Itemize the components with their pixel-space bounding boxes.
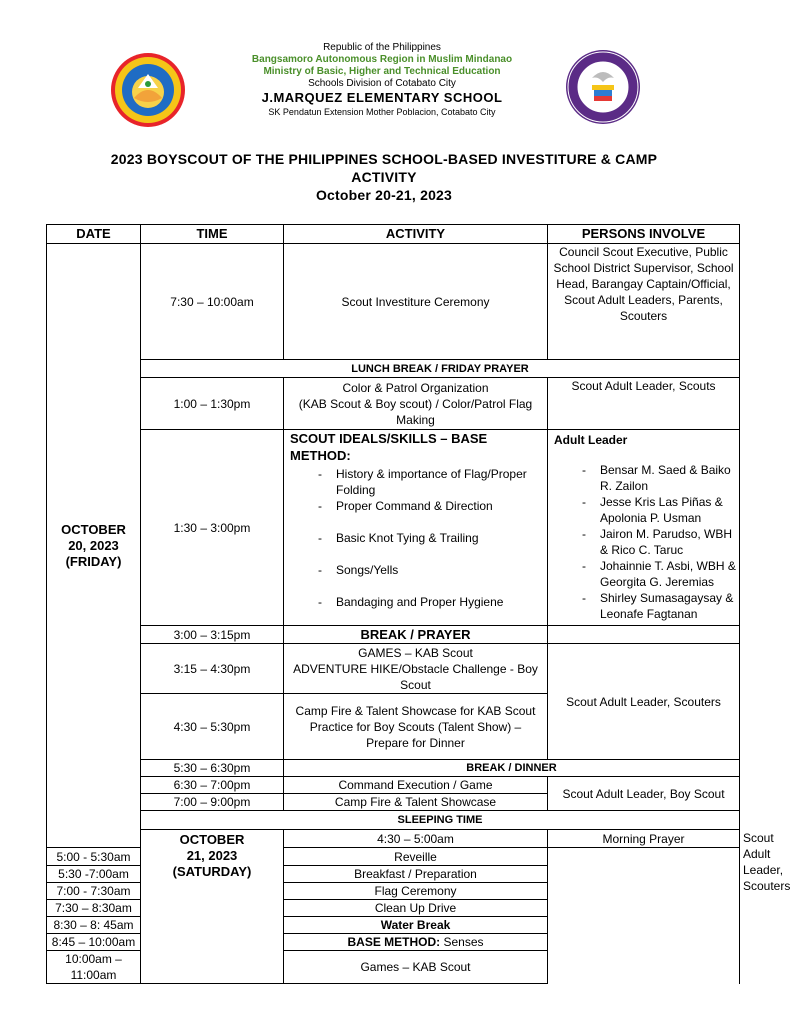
- list-item: - Johainnie T. Asbi, WBH & Georgita G. Jeremias: [582, 558, 736, 590]
- time-cell: 1:00 – 1:30pm: [141, 378, 284, 430]
- activity-cell: Morning Prayer: [548, 830, 740, 848]
- adult-leader-heading: Adult Leader: [554, 433, 628, 447]
- table-row: [47, 811, 740, 830]
- day2-date-day: 21, 2023: [186, 848, 238, 863]
- activity-cell: Breakfast / Preparation: [284, 866, 548, 883]
- division-line: Schools Division of Cotabato City: [308, 78, 456, 89]
- school-seal-logo: [564, 48, 642, 126]
- activity-cell: Command Execution / Game: [284, 777, 548, 794]
- table-row: [47, 644, 740, 694]
- day2-date-month: OCTOBER: [179, 832, 245, 847]
- time-cell: 7:30 – 8:30am: [47, 900, 141, 917]
- title-line-2: ACTIVITY: [351, 169, 417, 185]
- persons-cell: [548, 626, 740, 644]
- lunch-break-cell: LUNCH BREAK / FRIDAY PRAYER: [141, 360, 740, 378]
- list-item: - Jesse Kris Las Piñas & Apolonia P. Usman: [582, 494, 736, 526]
- table-header-row: [47, 225, 740, 244]
- activity-cell: Flag Ceremony: [284, 883, 548, 900]
- title-date: October 20-21, 2023: [315, 187, 453, 203]
- time-cell: 3:00 – 3:15pm: [141, 626, 284, 644]
- activity-cell: BREAK / PRAYER: [284, 626, 548, 644]
- activity-cell: Water Break: [284, 917, 548, 934]
- skills-list: [290, 466, 544, 610]
- republic-line: Republic of the Philippines: [323, 42, 441, 53]
- school-name: J.MARQUEZ ELEMENTARY SCHOOL: [261, 90, 503, 105]
- time-cell: 4:30 – 5:30pm: [141, 694, 284, 760]
- activity-line: (KAB Scout & Boy scout) / Color/Patrol Flag Making: [298, 396, 533, 427]
- activity-cell: Scout Investiture Ceremony: [284, 244, 548, 360]
- activity-cell: Camp Fire & Talent Showcase: [284, 794, 548, 811]
- activity-line: GAMES – KAB Scout: [358, 645, 473, 660]
- activity-cell: [284, 430, 548, 626]
- time-cell: 7:00 - 7:30am: [47, 883, 141, 900]
- school-address: SK Pendatun Extension Mother Poblacion, Cotabato City: [268, 107, 496, 117]
- header-time: TIME: [141, 225, 284, 244]
- header-activity: ACTIVITY: [284, 225, 548, 244]
- time-cell: 5:00 - 5:30am: [47, 848, 141, 866]
- list-item: - History & importance of Flag/Proper Folding: [318, 466, 544, 498]
- activity-label: Senses: [440, 935, 484, 949]
- list-item: - Songs/Yells: [318, 562, 544, 578]
- time-cell: 1:30 – 3:00pm: [141, 430, 284, 626]
- dinner-break-cell: BREAK / DINNER: [284, 760, 740, 777]
- time-cell: 4:30 – 5:00am: [284, 830, 548, 848]
- time-cell: 7:30 – 10:00am: [141, 244, 284, 360]
- persons-cell: Scout Adult Leader, Scouts: [548, 378, 740, 430]
- base-method-heading: SCOUT IDEALS/SKILLS – BASE METHOD:: [290, 431, 488, 463]
- list-item: - Bandaging and Proper Hygiene: [318, 594, 544, 610]
- header-persons: PERSONS INVOLVE: [548, 225, 740, 244]
- letterhead: [0, 40, 768, 122]
- title-line-1: 2023 BOYSCOUT OF THE PHILIPPINES SCHOOL-BASED INVESTITURE & CAMP: [110, 151, 658, 167]
- time-cell: 10:00am – 11:00am: [47, 951, 141, 984]
- activity-line: ADVENTURE HIKE/Obstacle Challenge - Boy Scout: [293, 661, 538, 692]
- table-row: [47, 378, 740, 430]
- table-row: [47, 626, 740, 644]
- time-cell: 8:30 – 8: 45am: [47, 917, 141, 934]
- list-item: - Proper Command & Direction: [318, 498, 544, 514]
- day1-date-day: 20, 2023: [68, 537, 119, 553]
- adult-leader-list: [554, 462, 736, 622]
- list-item: - Bensar M. Saed & Baiko R. Zailon: [582, 462, 736, 494]
- persons-cell: Council Scout Executive, Public School District Supervisor, School Head, Barangay Captain/Official, Scout Adult Leaders, Parents, Scouters: [548, 244, 740, 360]
- time-cell: 3:15 – 4:30pm: [141, 644, 284, 694]
- list-item: - Basic Knot Tying & Trailing: [318, 530, 544, 546]
- header-date: DATE: [47, 225, 141, 244]
- table-row: OCTOBER 21, 2023 (SATURDAY) 4:30 – 5:00am Morning Prayer Scout Adult Leader, Scouters: [47, 830, 740, 848]
- document-title: [40, 150, 728, 204]
- time-cell: 5:30 – 6:30pm: [141, 760, 284, 777]
- day1-date-weekday: (FRIDAY): [65, 553, 122, 569]
- activity-cell: [284, 694, 548, 760]
- activity-line: Color & Patrol Organization: [342, 380, 489, 395]
- activity-cell: Reveille: [284, 848, 548, 866]
- activity-cell: [284, 378, 548, 430]
- ministry-line: Ministry of Basic, Higher and Technical Education: [263, 66, 501, 77]
- time-cell: 7:00 – 9:00pm: [141, 794, 284, 811]
- day2-date-cell: [141, 830, 284, 984]
- persons-cell: [548, 430, 740, 626]
- activity-cell: Clean Up Drive: [284, 900, 548, 917]
- list-item: - Shirley Sumasagaysay & Leonafe Fagtanan: [582, 590, 736, 622]
- table-row: [47, 430, 740, 626]
- table-row: [47, 244, 740, 360]
- day2-date-weekday: (SATURDAY): [172, 864, 252, 879]
- activity-line: Camp Fire & Talent Showcase for KAB Scout: [295, 703, 536, 718]
- persons-cell: Scout Adult Leader, Boy Scout: [548, 777, 740, 811]
- sleeping-time-cell: SLEEPING TIME: [141, 811, 740, 830]
- day1-date-cell: [47, 244, 141, 848]
- table-row: [47, 360, 740, 378]
- activity-label-bold: BASE METHOD:: [347, 935, 441, 949]
- table-row: [47, 760, 740, 777]
- activity-cell: [284, 644, 548, 694]
- day1-date-month: OCTOBER: [61, 521, 126, 537]
- region-line: Bangsamoro Autonomous Region in Muslim Mindanao: [251, 54, 513, 65]
- persons-cell: Scout Adult Leader, Scouters: [548, 644, 740, 760]
- time-cell: 6:30 – 7:00pm: [141, 777, 284, 794]
- activity-cell: [284, 934, 548, 951]
- activity-line: Practice for Boy Scouts (Talent Show) – Prepare for Dinner: [309, 719, 522, 750]
- activity-cell: Games – KAB Scout: [284, 951, 548, 984]
- schedule-table: [46, 224, 790, 984]
- time-cell: 5:30 -7:00am: [47, 866, 141, 883]
- division-seal-logo: [108, 52, 188, 130]
- list-item: - Jairon M. Parudso, WBH & Rico C. Taruc: [582, 526, 736, 558]
- time-cell: 8:45 – 10:00am: [47, 934, 141, 951]
- table-row: [47, 777, 740, 794]
